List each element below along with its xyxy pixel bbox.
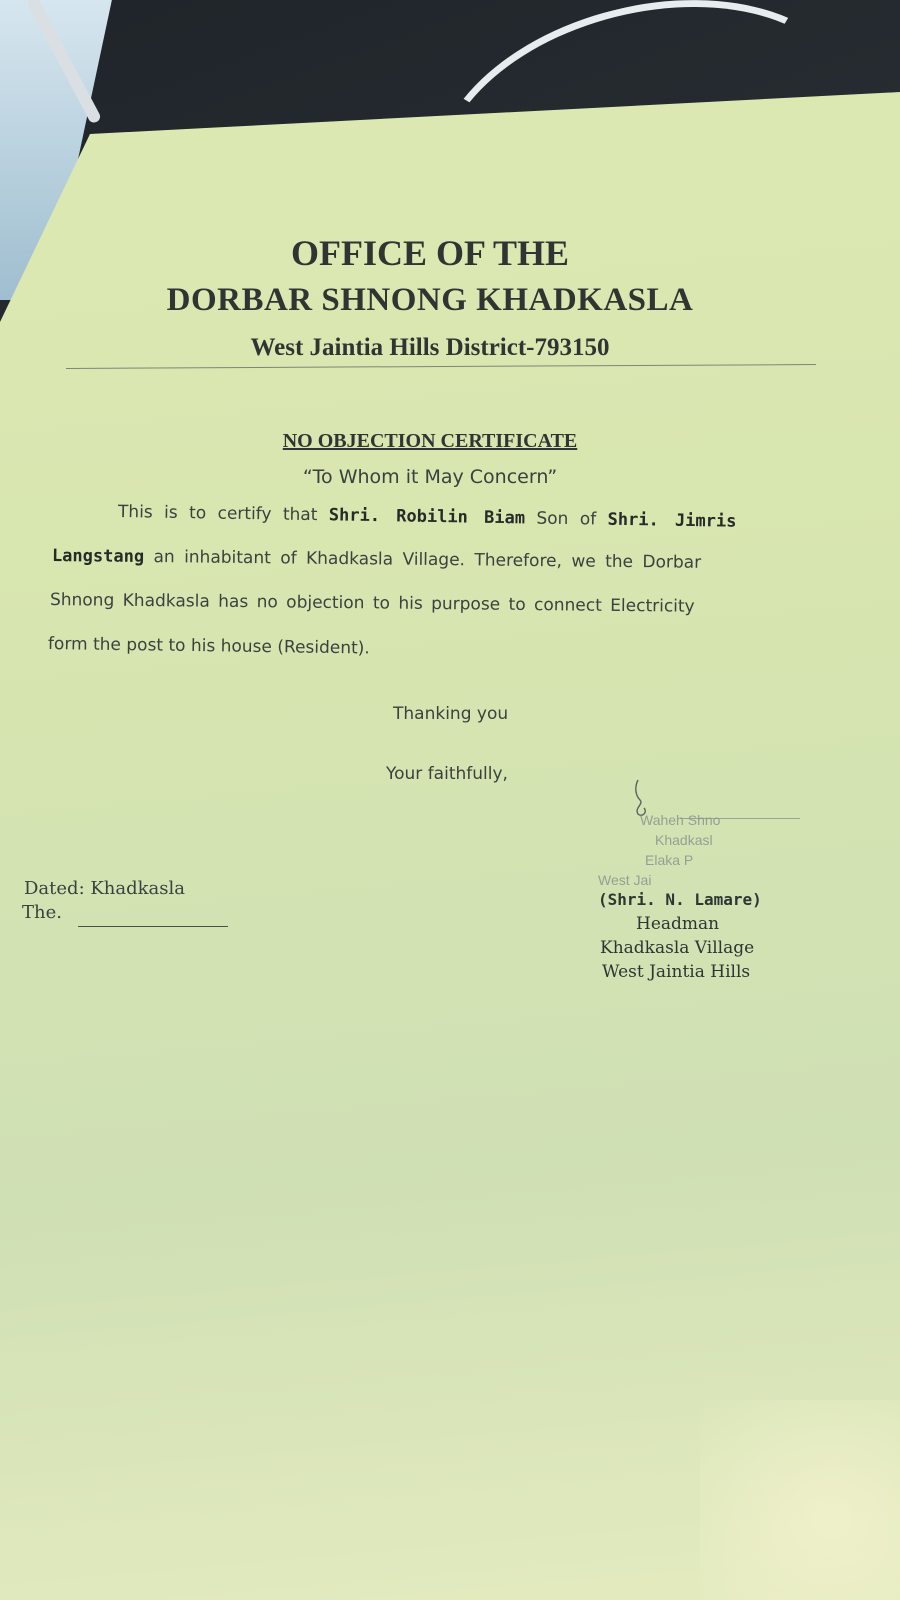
date-blank-line [78,926,228,927]
signatory-village: Khadkasla Village [600,938,755,958]
body-line-1 [118,502,808,533]
signatory-name: (Shri. N. Lamare) [598,890,762,909]
stamp-text-4: West Jai [598,872,652,888]
father-surname: Langstang [51,546,145,567]
dated-the: The. [22,902,62,923]
office-title: OFFICE OF THE [290,233,570,273]
stamp-text-2: Khadkasl [655,832,713,848]
certificate-title: NO OBJECTION CERTIFICATE [282,430,578,452]
body-line-2 [52,546,812,574]
salutation: “To Whom it May Concern” [302,466,558,488]
office-name: DORBAR SHNONG KHADKASLA [166,282,694,318]
applicant-name: Shri. Robilin Biam [328,505,526,529]
faithfully-text: Your faithfully, [386,764,508,784]
father-name: Shri. Jimris [607,509,737,532]
signatory-title: Headman [636,914,720,934]
office-district: West Jaintia Hills District-793150 [250,334,610,361]
body-line-4: form the post to his house (Resident). [47,634,370,659]
header-divider [66,364,816,369]
body-text: This is to certify that [117,502,329,526]
light-glare [700,1400,900,1600]
thanking-text: Thanking you [393,704,509,724]
body-text: an inhabitant of Khadkasla Village. Therefore, we the Dorbar [144,546,702,573]
dated-place: Dated: Khadkasla [24,878,186,899]
stamp-text-3: Elaka P [645,852,694,868]
signatory-district: West Jaintia Hills [602,962,751,982]
stamp-text-1: Waheh Shno [640,812,721,828]
body-text: Son of [524,508,608,530]
body-line-3: Shnong Khadkasla has no objection to his purpose to connect Electricity [49,590,695,617]
